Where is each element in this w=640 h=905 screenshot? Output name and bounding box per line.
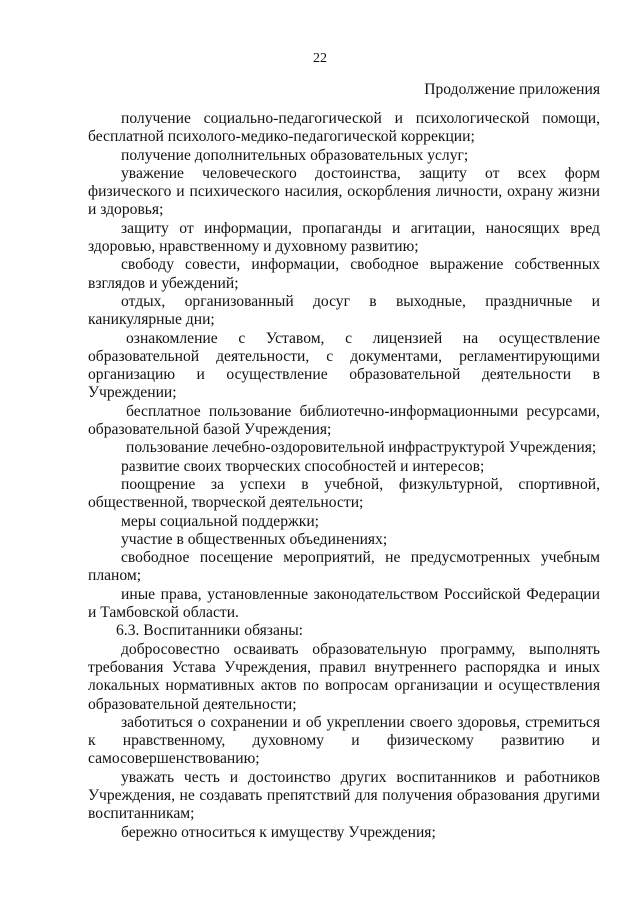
paragraph: получение дополнительных образовательных услуг; xyxy=(121,146,469,164)
paragraph: получение социально-педагогической и психологической помощи, бесплатной психолого-медико-педагогической коррекции; xyxy=(88,110,600,146)
paragraph: меры социальной поддержки; xyxy=(121,512,320,530)
paragraph: бережно относиться к имуществу Учреждения; xyxy=(121,823,436,841)
paragraph: защиту от информации, пропаганды и агитации, наносящих вред здоровью, нравственному и духовному развитию; xyxy=(88,219,600,256)
paragraph: бесплатное пользование библиотечно-информационными ресурсами, образовательной базой Учреждения; xyxy=(88,402,600,439)
section-heading: 6.3. Воспитанники обязаны: xyxy=(116,622,304,640)
paragraph: отдых, организованный досуг в выходные, праздничные и каникулярные дни; xyxy=(88,292,600,329)
paragraph: добросовестно осваивать образовательную программу, выполнять требования Устава Учреждения, правил внутреннего распорядка и иных локальных нормативных актов по вопросам организации и осуществления образовательной деятельности; xyxy=(88,640,600,713)
appendix-continuation-note: Продолжение приложения xyxy=(424,81,600,98)
paragraph: свободу совести, информации, свободное выражение собственных взглядов и убеждений; xyxy=(88,256,600,292)
page-number: 22 xyxy=(313,51,327,66)
paragraph: уважение человеческого достоинства, защиту от всех форм физического и психического насилия, оскорбления личности, охрану жизни и здоровья; xyxy=(88,164,600,219)
paragraph: участие в общественных объединениях; xyxy=(121,530,388,548)
document-body xyxy=(88,110,600,842)
paragraph: уважать честь и достоинство других воспитанников и работников Учреждения, не создавать препятствий для получения образования другими воспитанникам; xyxy=(88,768,600,823)
paragraph: развитие своих творческих способностей и интересов; xyxy=(121,457,485,475)
paragraph: пользование лечебно-оздоровительной инфраструктурой Учреждения; xyxy=(126,439,597,457)
paragraph: свободное посещение мероприятий, не предусмотренных учебным планом; xyxy=(88,549,600,585)
paragraph: заботиться о сохранении и об укреплении своего здоровья, стремиться к нравственному, духовному и физическому развитию и самосовершенствованию; xyxy=(88,713,600,768)
paragraph: ознакомление с Уставом, с лицензией на осуществление образовательной деятельности, с документами, регламентирующими организацию и осуществление образовательной деятельности в Учреждении; xyxy=(88,329,600,402)
paragraph: поощрение за успехи в учебной, физкультурной, спортивной, общественной, творческой деятельности; xyxy=(88,475,600,512)
paragraph: иные права, установленные законодательством Российской Федерации и Тамбовской области. xyxy=(88,585,600,622)
